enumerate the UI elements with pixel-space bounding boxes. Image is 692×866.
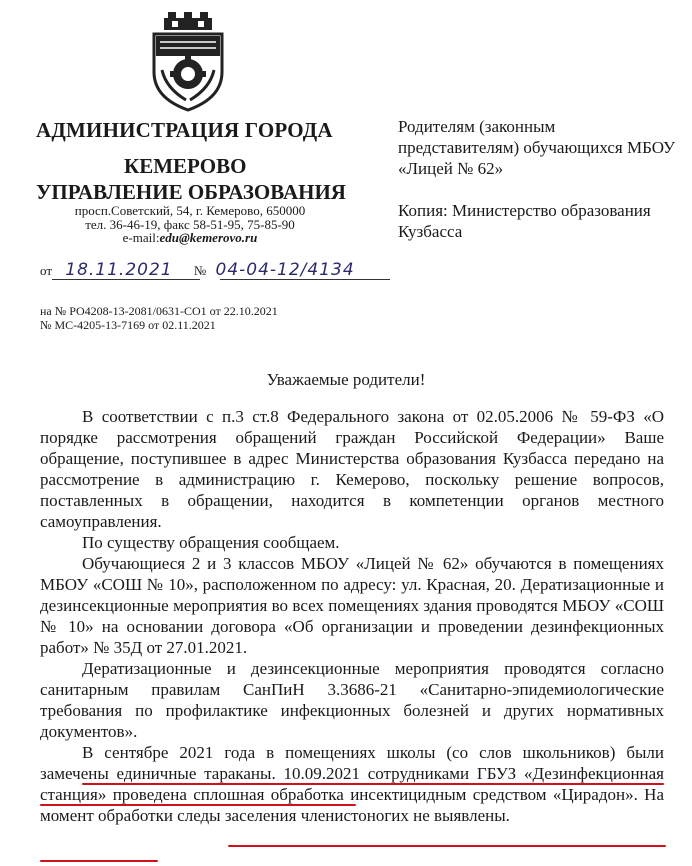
date-prefix: от bbox=[40, 263, 53, 278]
org-name-line3: УПРАВЛЕНИЕ ОБРАЗОВАНИЯ bbox=[36, 180, 346, 204]
letter-body bbox=[40, 406, 664, 826]
org-name-line2: КЕМЕРОВО bbox=[124, 154, 247, 178]
recipient-block: Родителям (законным представителям) обучающихся МБОУ «Лицей № 62» bbox=[398, 117, 676, 178]
org-email: edu@kemerovo.ru bbox=[159, 230, 258, 245]
org-name-line1: АДМИНИСТРАЦИЯ ГОРОДА bbox=[36, 118, 333, 142]
org-address-block bbox=[40, 204, 340, 245]
email-label: e-mail: bbox=[122, 230, 160, 245]
copy-recipient: Копия: Министерство образования Кузбасса bbox=[398, 201, 651, 241]
reference-2: № МС-4205-13-7169 от 02.11.2021 bbox=[40, 318, 216, 332]
highlight-underline-4 bbox=[40, 860, 158, 862]
registration-date: 18.11.2021 bbox=[65, 260, 173, 280]
registration-line bbox=[40, 260, 355, 280]
highlight-underline-2 bbox=[40, 804, 356, 806]
greeting: Уважаемые родители! bbox=[266, 370, 426, 389]
paragraph-3: Обучающиеся 2 и 3 классов МБОУ «Лицей № 62» обучаются в помещениях МБОУ «СОШ № 10», расположенном по адресу: ул. Красная, 20. Дератизационные и дезинсекционные мероприятия во всех помещениях здания проводятся МБОУ «СОШ № 10» на основании договора «Об организации и проведении дезинфекционных работ» № 35Д от 27.01.2021. bbox=[40, 554, 664, 657]
number-prefix: № bbox=[193, 263, 207, 278]
org-address: просп.Советский, 54, г. Кемерово, 650000 bbox=[74, 203, 306, 218]
paragraph-4: Дератизационные и дезинсекционные мероприятия проводятся согласно санитарным правилам СанПиН 3.3686-21 «Санитарно-эпидемиологические требования по профилактике инфекционных болезней и других нормативных документов». bbox=[40, 659, 664, 741]
paragraph-2: По существу обращения сообщаем. bbox=[82, 533, 340, 552]
registration-number: 04-04-12/4134 bbox=[215, 260, 355, 280]
org-phones: тел. 36-46-19, факс 58-51-95, 75-85-90 bbox=[85, 216, 295, 232]
number-underline bbox=[220, 279, 390, 280]
city-coat-of-arms-icon bbox=[146, 12, 230, 112]
org-email-line bbox=[40, 231, 340, 245]
highlight-underline-1 bbox=[82, 783, 664, 785]
reference-1: на № РО4208-13-2081/0631-СО1 от 22.10.2021 bbox=[40, 304, 278, 318]
paragraph-5: В сентябре 2021 года в помещениях школы (со слов школьников) были замечены единичные тараканы. 10.09.2021 сотрудниками ГБУЗ «Дезинфекционная станция» проведена сплошная обработка инсектицидным средством «Цирадон». На момент обработки следы заселения членистоногих не выявлены. bbox=[40, 743, 664, 825]
highlight-underline-3 bbox=[228, 845, 666, 847]
date-underline bbox=[52, 279, 200, 280]
paragraph-1: В соответствии с п.3 ст.8 Федерального закона от 02.05.2006 № 59-ФЗ «О порядке рассмотрения обращений граждан Российской Федерации» Ваше обращение, поступившее в адрес Министерства образования Кузбасса передано на рассмотрение в администрацию г. Кемерово, поскольку решение вопросов, поставленных в обращении, находится в компетенции органов местного самоуправления. bbox=[40, 407, 664, 531]
